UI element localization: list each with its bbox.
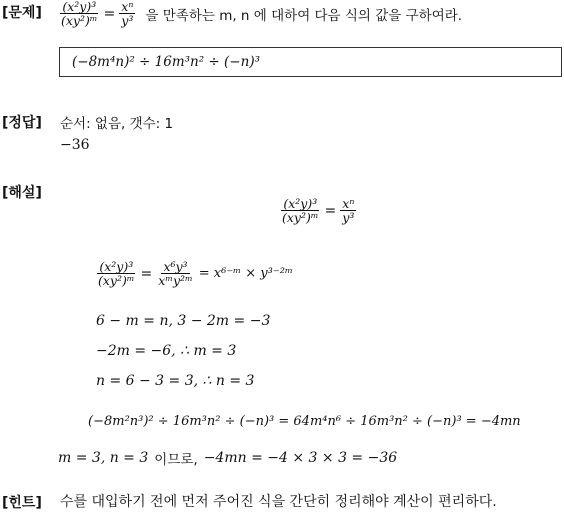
hint-text: 수를 대입하기 전에 먼저 주어진 식을 간단히 정리해야 계산이 편리하다. xyxy=(60,494,497,510)
problem-rhs-fraction xyxy=(119,0,135,27)
solution-tag: [해설] xyxy=(2,185,42,201)
step1-lhs-numerator: (x²y)³ xyxy=(99,259,134,274)
step1-mid-denominator: xᵐy²ᵐ xyxy=(158,273,193,289)
solution-step4: n = 6 − 3 = 3, ∴ n = 3 xyxy=(96,373,255,389)
problem-tag: [문제] xyxy=(2,5,42,21)
problem-lhs-numerator: (x²y)³ xyxy=(62,0,97,14)
problem-rhs-denominator: y³ xyxy=(121,13,134,29)
problem-lhs-denominator: (xy²)ᵐ xyxy=(61,13,98,29)
step1-lhs-denominator: (xy²)ᵐ xyxy=(98,273,135,289)
given-lhs-denominator: (xy²)ᵐ xyxy=(282,210,319,226)
problem-lhs-fraction xyxy=(59,0,100,27)
step1-mid-fraction xyxy=(156,260,194,287)
solution-step3: −2m = −6, ∴ m = 3 xyxy=(96,343,237,359)
step1-equals: = xyxy=(140,265,153,282)
problem-statement xyxy=(59,0,462,27)
solution-step1 xyxy=(96,260,293,287)
step6-math: m = 3, n = 3 xyxy=(58,450,149,466)
given-lhs-fraction xyxy=(280,197,321,224)
expression-text: (−8m⁴n)² ÷ 16m³n² ÷ (−n)³ xyxy=(72,54,260,70)
given-lhs-numerator: (x²y)³ xyxy=(283,196,318,211)
expression-box xyxy=(59,47,562,77)
given-rhs-numerator: xⁿ xyxy=(342,196,355,211)
answer-tag: [정답] xyxy=(2,115,42,131)
answer-meta: 순서: 없음, 갯수: 1 xyxy=(60,116,174,132)
solution-step6 xyxy=(58,448,397,468)
solution-step5: (−8m²n³)² ÷ 16m³n² ÷ (−n)³ = 64m⁴n⁶ ÷ 16m³n² ÷ (−n)³ = −4mn xyxy=(88,414,521,429)
step1-mid-numerator: x⁶y³ xyxy=(163,259,188,274)
given-rhs-denominator: y³ xyxy=(342,210,355,226)
given-equals: = xyxy=(324,202,337,219)
problem-text: 을 만족하는 m, n 에 대하여 다음 식의 값을 구하여라. xyxy=(145,7,463,24)
hint-tag: [힌트] xyxy=(2,495,42,511)
answer-value: −36 xyxy=(60,137,90,153)
step6-rest: −4mn = −4 × 3 × 3 = −36 xyxy=(203,450,398,466)
given-rhs-fraction xyxy=(340,197,356,224)
step1-result: = x⁶⁻ᵐ × y³⁻²ᵐ xyxy=(198,266,293,282)
solution-given-equation xyxy=(280,197,356,224)
problem-rhs-numerator: xⁿ xyxy=(121,0,134,14)
solution-step2: 6 − m = n, 3 − 2m = −3 xyxy=(96,313,271,329)
problem-equals: = xyxy=(103,5,116,22)
step1-lhs-fraction xyxy=(96,260,137,287)
step6-text: 이므로, xyxy=(154,452,198,468)
